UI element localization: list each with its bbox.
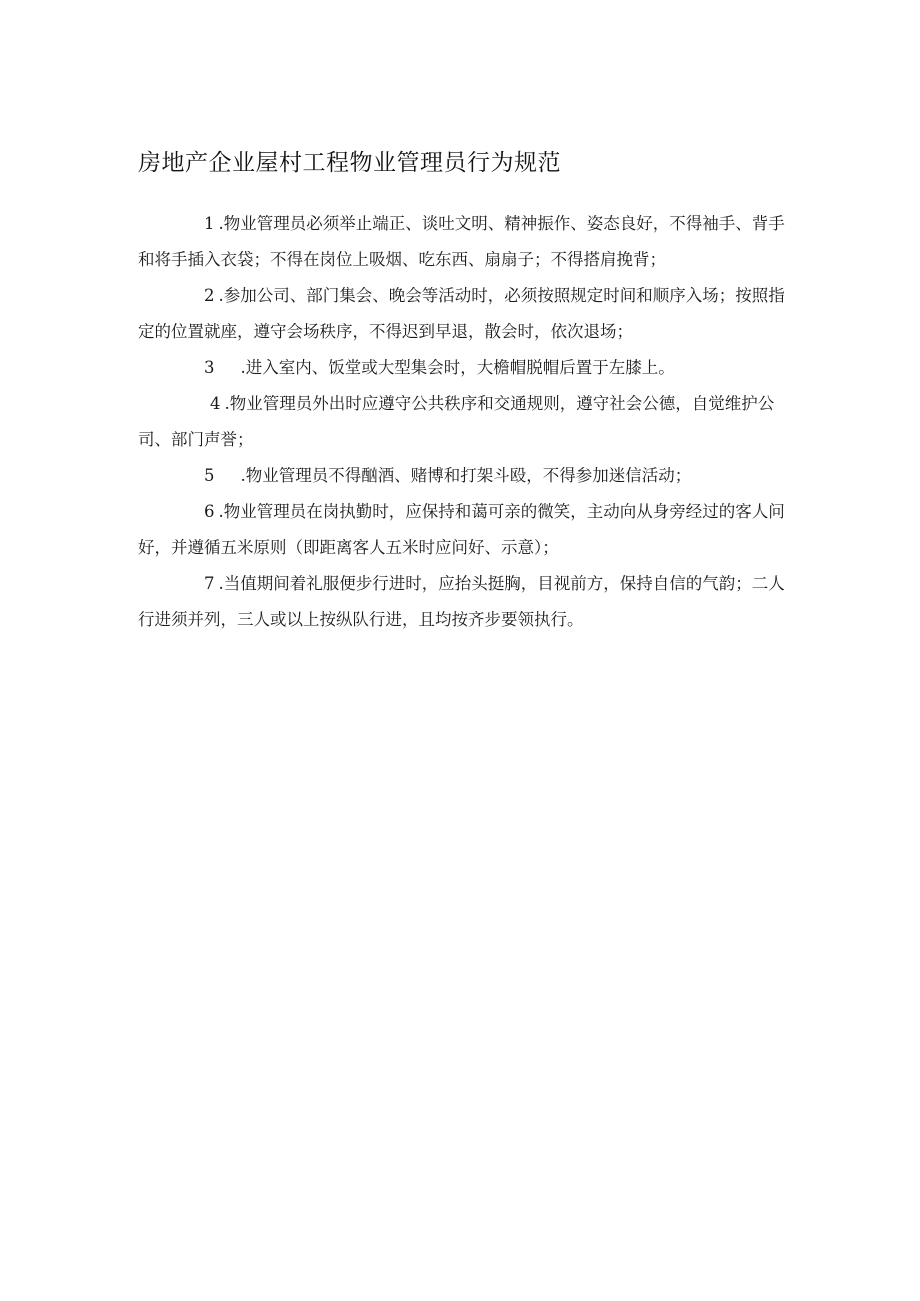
rule-number: 3: [204, 358, 215, 377]
rule-text: .物业管理员必须举止端正、谈吐文明、精神振作、姿态良好，不得袖手、背手和将手插入衣袋；不得在岗位上吸烟、吃东西、扇扇子；不得搭肩挽背；: [138, 214, 785, 269]
rule-item: [138, 566, 798, 638]
rule-item: [138, 494, 798, 566]
rule-number: 5: [204, 466, 215, 485]
rule-text: .参加公司、部门集会、晚会等活动时，必须按照规定时间和顺序入场；按照指定的位置就座，遵守会场秩序，不得迟到早退，散会时，依次退场；: [138, 286, 785, 341]
rule-item: [138, 458, 798, 494]
rules-list: [138, 206, 798, 638]
rule-number: 1: [204, 214, 215, 233]
rule-item: [138, 278, 798, 350]
document-title: 房地产企业屋村工程物业管理员行为规范: [138, 150, 561, 176]
rule-text: .物业管理员不得酗酒、赌博和打架斗殴，不得参加迷信活动；: [240, 466, 692, 485]
rule-number: 6: [204, 502, 215, 521]
rule-item: [138, 350, 798, 386]
rule-text: .当值期间着礼服便步行进时，应抬头挺胸，目视前方，保持自信的气韵；二人行进须并列，三人或以上按纵队行进，且均按齐步要领执行。: [138, 574, 785, 629]
rule-item: [138, 386, 798, 458]
rule-item: [138, 206, 798, 278]
rule-number: 2: [204, 286, 215, 305]
rule-text: .物业管理员外出时应遵守公共秩序和交通规则，遵守社会公德，自觉维护公司、部门声誉；: [138, 394, 775, 449]
rule-text: .进入室内、饭堂或大型集会时，大檐帽脱帽后置于左膝上。: [240, 358, 675, 377]
rule-number: 7: [204, 574, 215, 593]
rule-number: 4: [210, 394, 221, 413]
rule-text: .物业管理员在岗执勤时，应保持和蔼可亲的微笑，主动向从身旁经过的客人问好，并遵循五米原则（即距离客人五米时应问好、示意）；: [138, 502, 785, 557]
